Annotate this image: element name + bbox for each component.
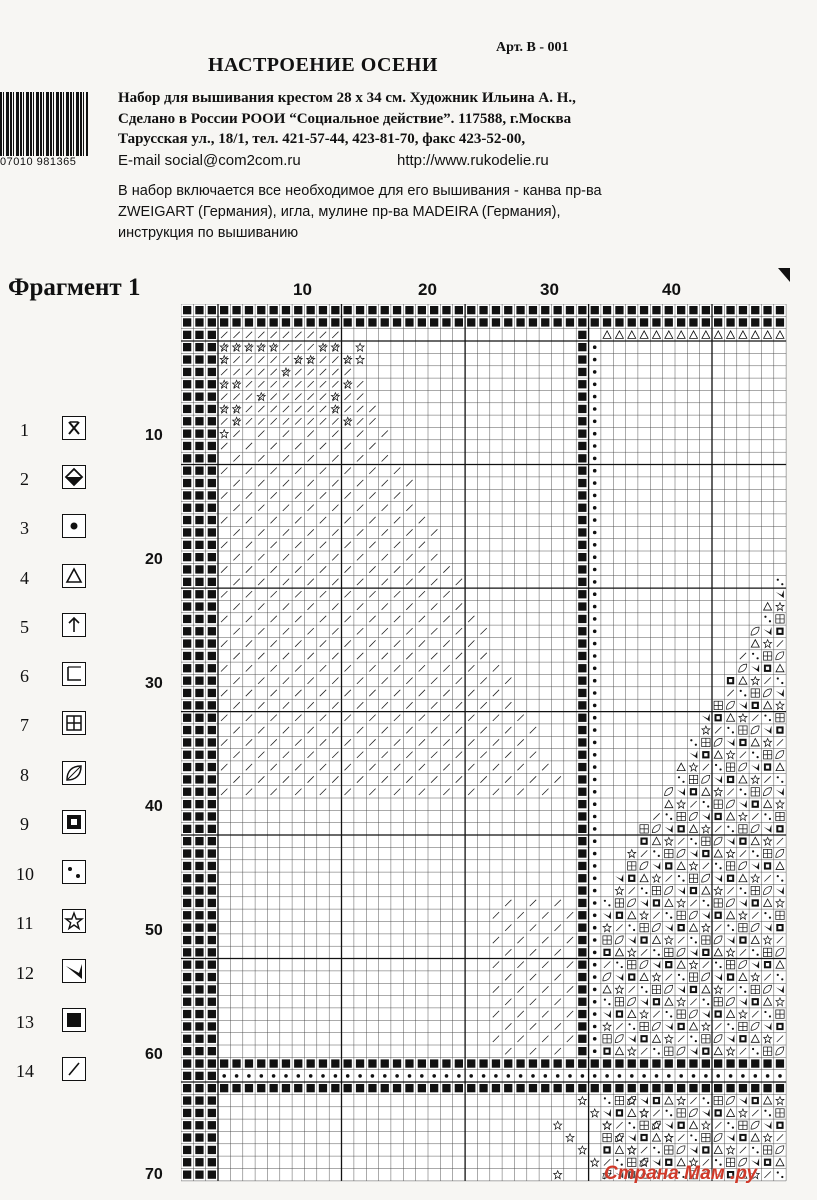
- pennant-icon: [62, 959, 86, 983]
- two-dots-icon: [62, 860, 86, 884]
- legend-item-7: [20, 711, 90, 741]
- legend-item-12: [16, 959, 90, 989]
- legend-number: 13: [16, 1012, 34, 1032]
- row-number-50: 50: [145, 922, 163, 939]
- legend-item-5: [20, 613, 90, 643]
- info-line-1: Набор для вышивания крестом 28 х 34 см. Художник Ильина А. Н.,: [118, 90, 576, 106]
- row-number-30: 30: [145, 675, 163, 692]
- legend-number: 14: [16, 1061, 34, 1081]
- legend-item-10: [16, 860, 90, 890]
- column-number-10: 10: [293, 280, 312, 299]
- info-line-3: Тарусская ул., 18/1, тел. 421-57-44, 423-81-70, факс 423-52-00,: [118, 131, 526, 147]
- leaf-icon: [62, 761, 86, 785]
- corner-icon: [62, 662, 86, 686]
- barcode-number: 07010 981365: [0, 156, 77, 168]
- info-line-2: Сделано в России РООИ “Социальное действие”. 117588, г.Москва: [118, 111, 572, 127]
- corner-marker: [778, 268, 790, 282]
- barcode-bars: [0, 92, 88, 156]
- barcode: [0, 92, 88, 170]
- legend-number: 8: [20, 765, 29, 785]
- legend-number: 11: [16, 913, 34, 933]
- row-number-40: 40: [145, 798, 163, 815]
- triangle-icon: [62, 564, 86, 588]
- column-number-30: 30: [540, 280, 559, 299]
- legend-number: 6: [20, 666, 29, 686]
- legend-number: 2: [20, 469, 29, 489]
- legend-number: 10: [16, 864, 34, 884]
- legend-item-11: [16, 909, 90, 939]
- legend-number: 1: [20, 420, 29, 440]
- legend-number: 9: [20, 814, 29, 834]
- cross-stitch-chart: [181, 304, 791, 1186]
- column-number-40: 40: [662, 280, 681, 299]
- legend-item-2: [20, 465, 90, 495]
- legend-item-8: [20, 761, 90, 791]
- legend-item-9: [20, 810, 90, 840]
- fragment-title: Фрагмент 1: [8, 274, 141, 301]
- row-number-10: 10: [145, 427, 163, 444]
- legend-item-4: [20, 564, 90, 594]
- description-line-2: ZWEIGART (Германия), игла, мулине пр-ва MADEIRA (Германия),: [118, 204, 561, 220]
- legend-number: 5: [20, 617, 29, 637]
- legend-number: 4: [20, 568, 29, 588]
- legend-number: 7: [20, 715, 29, 735]
- dot-icon: [62, 514, 86, 538]
- crossed-x-icon: [62, 416, 86, 440]
- row-number-20: 20: [145, 551, 163, 568]
- slash-icon: [62, 1057, 86, 1081]
- row-number-60: 60: [145, 1046, 163, 1063]
- arrow-up-icon: [62, 613, 86, 637]
- star-icon: [62, 909, 86, 933]
- page-title: НАСТРОЕНИЕ ОСЕНИ: [208, 54, 438, 76]
- legend-item-14: [16, 1057, 90, 1087]
- legend-number: 12: [16, 963, 34, 983]
- filled-square-ring-icon: [62, 810, 86, 834]
- legend-item-6: [20, 662, 90, 692]
- legend-item-3: [20, 514, 90, 544]
- site-watermark: Страна Мам .ру: [604, 1163, 758, 1184]
- grid-icon: [62, 711, 86, 735]
- description-line-1: В набор включается все необходимое для его вышивания - канва пр-ва: [118, 183, 602, 199]
- legend-item-13: [16, 1008, 90, 1038]
- row-number-70: 70: [145, 1166, 163, 1183]
- website-url: http://www.rukodelie.ru: [397, 152, 549, 169]
- description-line-3: инструкция по вышиванию: [118, 225, 299, 241]
- diamond-icon: [62, 465, 86, 489]
- column-number-20: 20: [418, 280, 437, 299]
- legend-item-1: [20, 416, 90, 446]
- legend-number: 3: [20, 518, 29, 538]
- black-square-icon: [62, 1008, 86, 1032]
- email-text: E-mail social@com2com.ru: [118, 152, 301, 169]
- article-number: Арт. В - 001: [496, 40, 569, 55]
